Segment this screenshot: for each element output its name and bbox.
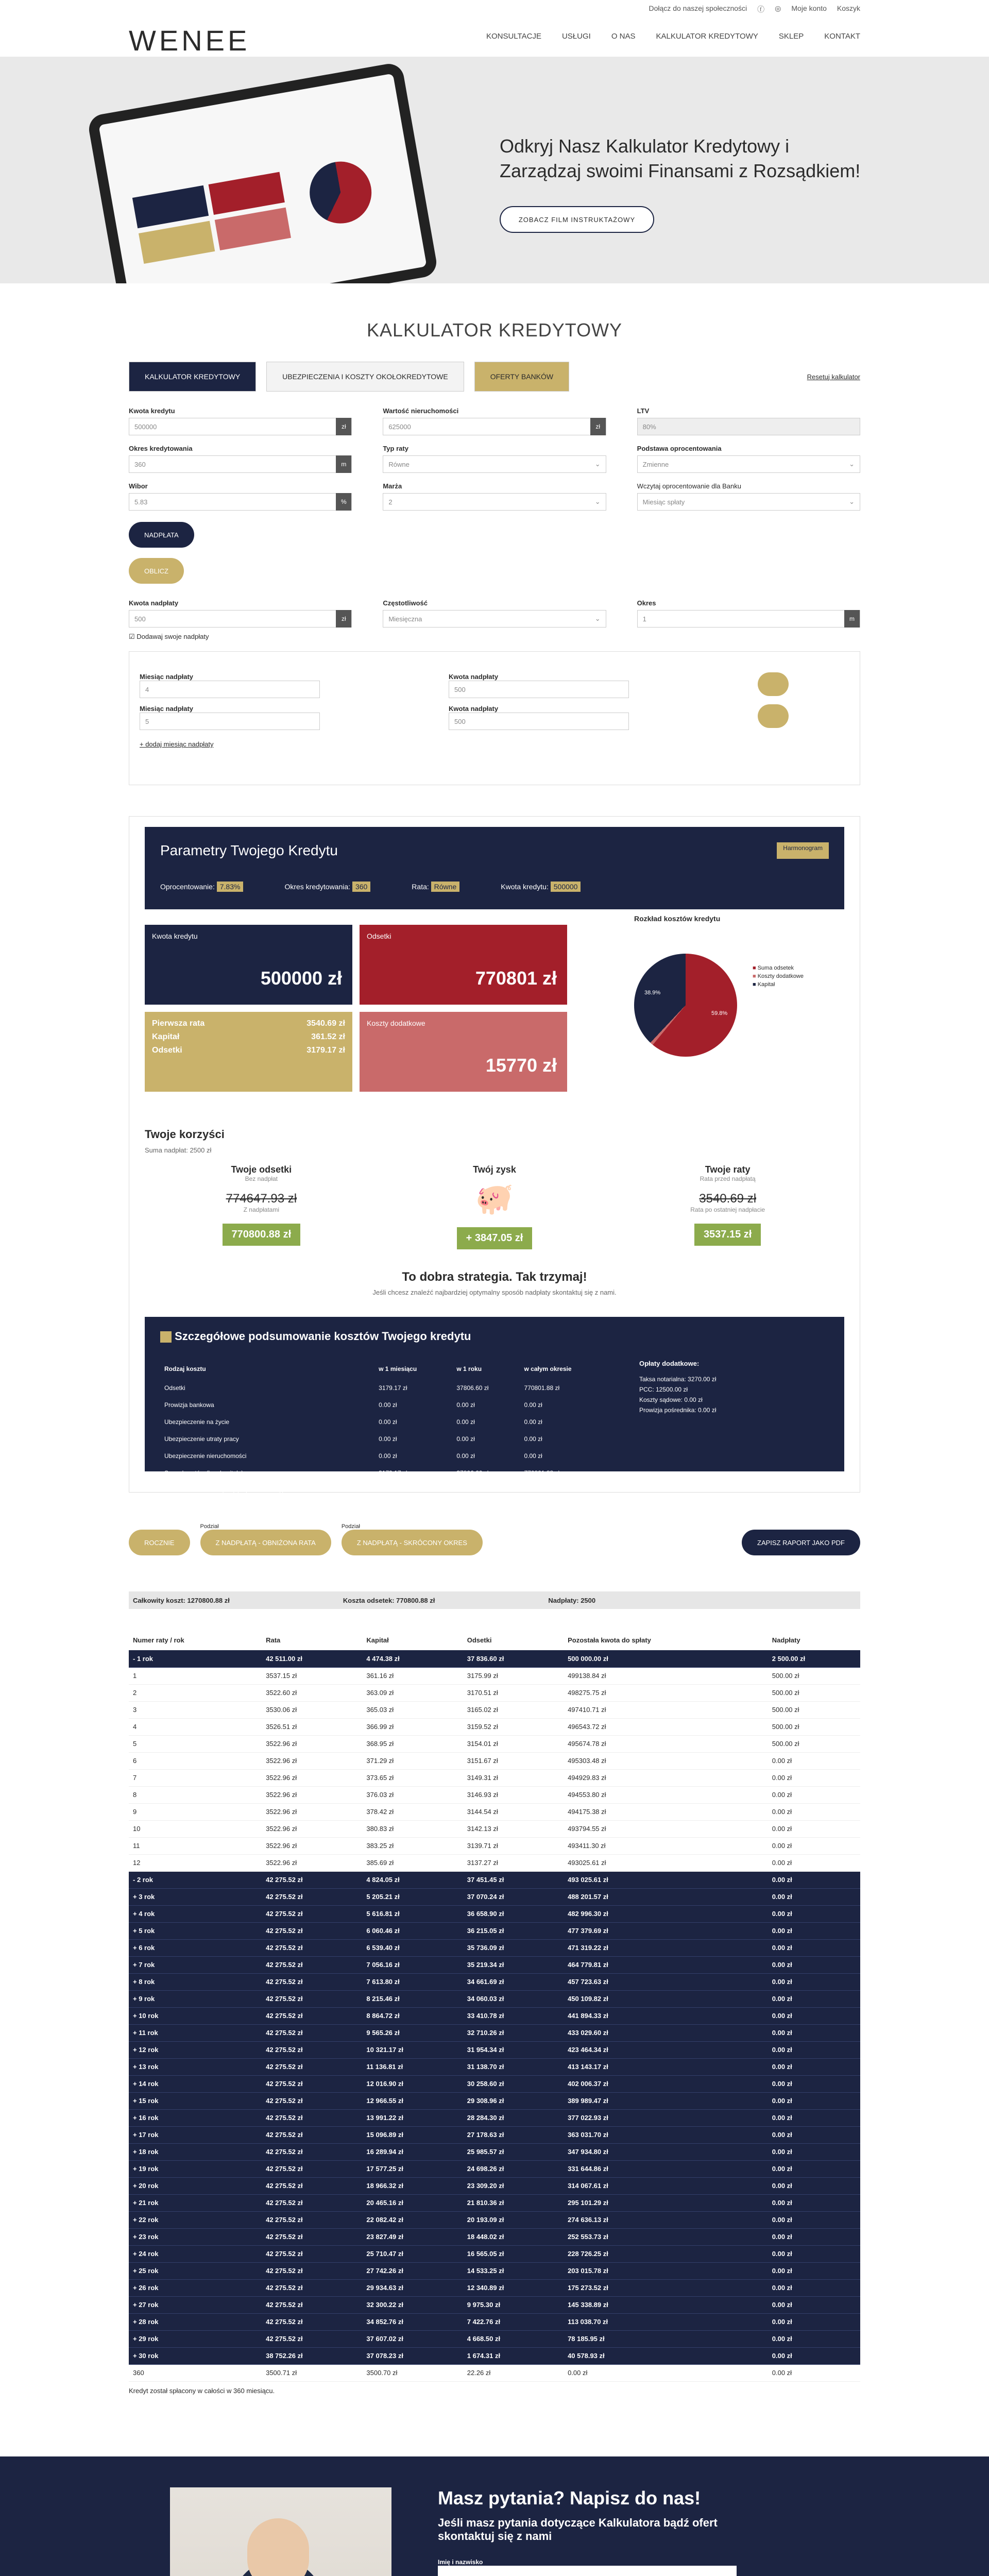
table-row[interactable]: + 3 rok 42 275.52 zł 5 205.21 zł 37 070.24 zł 488 201.57 zł 0.00 zł (129, 1888, 860, 1905)
table-row: 4 3526.51 zł 366.99 zł 3159.52 zł 496543.72 zł 500.00 zł (129, 1718, 860, 1735)
tile-kwota: Kwota kredytu 500000 zł (145, 925, 352, 1005)
table-row[interactable]: + 30 rok 38 752.26 zł 37 078.23 zł 1 674.31 zł 40 578.93 zł 0.00 zł (129, 2347, 860, 2364)
nav-uslugi[interactable]: USŁUGI (561, 32, 591, 41)
calc-tabs (129, 362, 860, 392)
table-row[interactable]: + 11 rok 42 275.52 zł 9 565.26 zł 32 710.26 zł 433 029.60 zł 0.00 zł (129, 2024, 860, 2041)
table-row[interactable]: + 18 rok 42 275.52 zł 16 289.94 zł 25 985.57 zł 347 934.80 zł 0.00 zł (129, 2143, 860, 2160)
table-row[interactable]: + 5 rok 42 275.52 zł 6 060.46 zł 36 215.05 zł 477 379.69 zł 0.00 zł (129, 1922, 860, 1939)
name-input[interactable] (438, 2566, 737, 2576)
params-header: Parametry Twojego Kredytu Harmonogram Oprocentowanie: 7.83% Okres kredytowania: 360 Rata: Równe Kwota kredytu: 500000 (145, 827, 844, 909)
contact-section (0, 2456, 989, 2576)
calc-title: KALKULATOR KREDYTOWY (366, 319, 623, 341)
cart-link[interactable]: Koszyk (837, 4, 860, 12)
top-links (649, 4, 860, 14)
obnizona-rata-button[interactable]: Z NADPŁATĄ - OBNIŻONA RATA (200, 1530, 331, 1555)
table-row: 9 3522.96 zł 378.42 zł 3144.54 zł 494175.38 zł 0.00 zł (129, 1803, 860, 1820)
cost-summary: Szczegółowe podsumowanie kosztów Twojego kredytu Rodzaj kosztu w 1 miesiącu w 1 roku w całym okresie Odsetki 3179.17 zł 37806.60 zł 770801.88 zł Prowizja bankowa 0.00 zł 0.00 zł 0.00 zł Ubezpieczenie na życie 0.00 zł 0.00 zł 0.00 zł Ubezpieczenie utraty pracy 0.00 zł 0.00 zł 0.00 zł Ubezpieczenie nieruchomości 0.00 zł 0.00 zł 0.00 zł Suma kosztów (bez kapitału) 3179.17 zł 37806.60 zł 770801.88 zł Całkowita kwota do spłaty (kapitał + koszty) 3540.69 zł 42510.88 zł 1270801.88 zł Opłaty dodatkowe: Taksa notarialna: 3270.00 zł PCC: 12500.00 zł Koszty sądowe: 0.00 zł Prowizja pośrednika: 0.00 zł (145, 1317, 844, 1471)
nav-o-nas[interactable]: O NAS (611, 32, 636, 41)
table-row[interactable]: + 6 rok 42 275.52 zł 6 539.40 zł 35 736.09 zł 471 319.22 zł 0.00 zł (129, 1939, 860, 1956)
nadplata-button[interactable]: NADPŁATA (129, 522, 194, 548)
table-row[interactable]: + 9 rok 42 275.52 zł 8 215.46 zł 34 060.03 zł 450 109.82 zł 0.00 zł (129, 1990, 860, 2007)
table-row[interactable]: + 14 rok 42 275.52 zł 12 016.90 zł 30 258.60 zł 402 006.37 zł 0.00 zł (129, 2075, 860, 2092)
video-button[interactable]: ZOBACZ FILM INSTRUKTAŻOWY (500, 206, 654, 233)
remove-row-button[interactable] (758, 704, 789, 728)
extra-fees: Opłaty dodatkowe: Taksa notarialna: 3270.00 zł PCC: 12500.00 zł Koszty sądowe: 0.00 zł Prowizja pośrednika: 0.00 zł (639, 1360, 717, 1414)
table-row[interactable]: + 22 rok 42 275.52 zł 22 082.42 zł 20 193.09 zł 274 636.13 zł 0.00 zł (129, 2211, 860, 2228)
piggy-bank-icon: 🐖 (475, 1181, 514, 1216)
skrocony-okres-button[interactable]: Z NADPŁATĄ - SKRÓCONY OKRES (342, 1530, 483, 1555)
field-miesiac: Wczytaj oprocentowanie dla Banku Miesiąc spłaty ⌄ (637, 482, 860, 511)
table-row[interactable]: + 19 rok 42 275.52 zł 17 577.25 zł 24 698.26 zł 331 644.86 zł 0.00 zł (129, 2160, 860, 2177)
calculator (129, 319, 860, 2395)
table-row[interactable]: + 28 rok 42 275.52 zł 34 852.76 zł 7 422.76 zł 113 038.70 zł 0.00 zł (129, 2313, 860, 2330)
chevron-down-icon: ⌄ (849, 460, 855, 468)
chevron-down-icon: ⌄ (594, 460, 601, 468)
overpay-list: Miesiąc nadpłaty 4 Kwota nadpłaty 500 Miesiąc nadpłaty 5 Kwota nadpłaty 500 + dodaj miesiąc nadpłaty (129, 651, 860, 785)
field-typ-raty: Typ raty Równe ⌄ (383, 445, 606, 473)
overpay-amount-input[interactable]: 500 zł (129, 610, 352, 628)
table-row: 6 3522.96 zł 371.29 zł 3151.67 zł 495303.48 zł 0.00 zł (129, 1752, 860, 1769)
tab-oferty[interactable]: OFERTY BANKÓW (474, 362, 569, 392)
overpay-fields: Kwota nadpłaty 500 zł Częstotliwość Miesięczna ⌄ Okres 1 m (129, 599, 860, 628)
table-row[interactable]: + 27 rok 42 275.52 zł 32 300.22 zł 9 975.30 zł 145 338.89 zł 0.00 zł (129, 2296, 860, 2313)
facebook-icon[interactable]: ⓕ (757, 5, 765, 13)
nav-konsultacje[interactable]: KONSULTACJE (486, 32, 541, 41)
tile-koszty: Koszty dodatkowe 15770 zł (360, 1012, 567, 1092)
table-row: 8 3522.96 zł 376.03 zł 3146.93 zł 494553.80 zł 0.00 zł (129, 1786, 860, 1803)
nav-kontakt[interactable]: KONTAKT (824, 32, 860, 41)
field-okres: Okres kredytowania 360 m (129, 445, 352, 473)
table-row[interactable]: + 10 rok 42 275.52 zł 8 864.72 zł 33 410.78 zł 441 894.33 zł 0.00 zł (129, 2007, 860, 2024)
reset-link[interactable]: Resetuj kalkulator (807, 372, 860, 381)
tab-kalkulator[interactable]: KALKULATOR KREDYTOWY (129, 362, 256, 392)
contact-form: Masz pytania? Napisz do nas! Jeśli masz pytania dotyczące Kalkulatora bądź ofert skontaktuj się z nami Imię i nazwisko (438, 2487, 737, 2576)
benefits-title: Twoje korzyści (145, 1128, 225, 1141)
totals-bar: Całkowity koszt: 1270800.88 zł Koszta odsetek: 770800.88 zł Nadpłaty: 2500 (129, 1591, 860, 1609)
schedule-badge[interactable]: Harmonogram (777, 842, 829, 859)
table-row[interactable]: + 26 rok 42 275.52 zł 29 934.63 zł 12 340.89 zł 175 273.52 zł 0.00 zł (129, 2279, 860, 2296)
field-wartosc: Wartość nieruchomości 625000 zł (383, 407, 606, 435)
table-row[interactable]: + 25 rok 42 275.52 zł 27 742.26 zł 14 533.25 zł 203 015.78 zł 0.00 zł (129, 2262, 860, 2279)
overpay-frequency-select[interactable]: Miesięczna ⌄ (383, 610, 606, 628)
pie-chart: 59.8% 38.9% (634, 954, 737, 1057)
remove-row-button[interactable] (758, 672, 789, 696)
nav-sklep[interactable]: SKLEP (778, 32, 804, 41)
community-link[interactable]: Dołącz do naszej społeczności (649, 4, 747, 12)
table-row[interactable]: + 17 rok 42 275.52 zł 15 096.89 zł 27 178.63 zł 363 031.70 zł 0.00 zł (129, 2126, 860, 2143)
benefits-cols: Twoje odsetki Bez nadpłat 774647.93 zł Z nadpłatami 770800.88 zł Twój zysk 🐖 + 3847.05 zł Twoje raty Rata przed nadpłatą 3540.69 zł Rata po ostatniej nadpłacie 3537.15 zł (145, 1164, 844, 1249)
table-row[interactable]: + 4 rok 42 275.52 zł 5 616.81 zł 36 658.90 zł 482 996.30 zł 0.00 zł (129, 1905, 860, 1922)
table-row: 12 3522.96 zł 385.69 zł 3137.27 zł 493025.61 zł 0.00 zł (129, 1854, 860, 1871)
logo[interactable]: WENEE (129, 24, 250, 57)
overpay-checkbox[interactable]: ☑ Dodawaj swoje nadpłaty (129, 633, 209, 640)
add-month-link[interactable]: + dodaj miesiąc nadpłaty (140, 740, 214, 748)
chevron-down-icon: ⌄ (594, 498, 601, 505)
hero-title: Odkryj Nasz Kalkulator Kredytowy i Zarządzaj swoimi Finansami z Rozsądkiem! (500, 135, 861, 181)
hero (0, 57, 989, 283)
field-wibor: Wibor 5.83 % (129, 482, 352, 511)
schedule-note: Kredyt został spłacony w całości w 360 miesiącu. (129, 2386, 275, 2395)
field-podstawa: Podstawa oprocentowania Zmienne ⌄ (637, 445, 860, 473)
table-row[interactable]: + 29 rok 42 275.52 zł 37 607.02 zł 4 668.50 zł 78 185.95 zł 0.00 zł (129, 2330, 860, 2347)
field-marza: Marża 2 ⌄ (383, 482, 606, 511)
pdf-button[interactable]: ZAPISZ RAPORT JAKO PDF (742, 1530, 860, 1555)
table-row[interactable]: + 12 rok 42 275.52 zł 10 321.17 zł 31 954.34 zł 423 464.34 zł 0.00 zł (129, 2041, 860, 2058)
account-link[interactable]: Moje konto (791, 4, 827, 12)
table-row: 2 3522.60 zł 363.09 zł 3170.51 zł 498275.75 zł 500.00 zł (129, 1684, 860, 1701)
table-row: 10 3522.96 zł 380.83 zł 3142.13 zł 493794.55 zł 0.00 zł (129, 1820, 860, 1837)
table-row[interactable]: + 23 rok 42 275.52 zł 23 827.49 zł 18 448.02 zł 252 553.73 zł 0.00 zł (129, 2228, 860, 2245)
table-row[interactable]: + 8 rok 42 275.52 zł 7 613.80 zł 34 661.69 zł 457 723.63 zł 0.00 zł (129, 1973, 860, 1990)
schedule-actions: ROCZNIE Podział Z NADPŁATĄ - OBNIŻONA RATA Podział Z NADPŁATĄ - SKRÓCONY OKRES ZAPISZ RAPORT JAKO PDF (129, 1523, 860, 1555)
table-row[interactable]: - 1 rok 42 511.00 zł 4 474.38 zł 37 836.60 zł 500 000.00 zł 2 500.00 zł (129, 1650, 860, 1667)
site-header (0, 0, 989, 57)
table-row: 11 3522.96 zł 383.25 zł 3139.71 zł 493411.30 zł 0.00 zł (129, 1837, 860, 1854)
calc-fields (129, 407, 860, 511)
table-row[interactable]: + 7 rok 42 275.52 zł 7 056.16 zł 35 219.34 zł 464 779.81 zł 0.00 zł (129, 1956, 860, 1973)
cost-table: Rodzaj kosztu w 1 miesiącu w 1 roku w całym okresie Odsetki 3179.17 zł 37806.60 zł 770801.88 zł Prowizja bankowa 0.00 zł 0.00 zł 0.00 zł Ubezpieczenie na życie 0.00 zł 0.00 zł 0.00 zł Ubezpieczenie utraty pracy 0.00 zł 0.00 zł 0.00 zł Ubezpieczenie nieruchomości 0.00 zł 0.00 zł 0.00 zł Suma kosztów (bez kapitału) 3179.17 zł 37806.60 zł 770801.88 zł Całkowita kwota do spłaty (kapitał + koszty) 3540.69 zł 42510.88 zł 1270801.88 zł (164, 1365, 572, 1494)
table-row: 7 3522.96 zł 373.65 zł 3149.31 zł 494929.83 zł 0.00 zł (129, 1769, 860, 1786)
summary-tiles (145, 925, 567, 1092)
pie-chart-block: Rozkład kosztów kredytu 59.8% 38.9% ■ Suma odsetek ■ Koszty dodatkowe ■ Kapitał (634, 914, 737, 1092)
tile-pierwsza-rata: Pierwsza rata 3540.69 zł Kapitał 361.52 zł Odsetki 3179.17 zł (145, 1012, 352, 1092)
tab-ubezpieczenia[interactable]: UBEZPIECZENIA I KOSZTY OKOŁOKREDYTOWE (266, 362, 464, 392)
chevron-down-icon: ⌄ (594, 615, 601, 622)
instagram-icon[interactable]: ◎ (775, 4, 781, 12)
field-ltv: LTV 80% (637, 407, 860, 435)
table-row[interactable]: + 16 rok 42 275.52 zł 13 991.22 zł 28 284.30 zł 377 022.93 zł 0.00 zł (129, 2109, 860, 2126)
table-row[interactable]: - 2 rok 42 275.52 zł 4 824.05 zł 37 451.45 zł 493 025.61 zł 0.00 zł (129, 1871, 860, 1888)
table-row: 360 3500.71 zł 3500.70 zł 22.26 zł 0.00 zł 0.00 zł (129, 2364, 860, 2381)
table-row[interactable]: + 24 rok 42 275.52 zł 25 710.47 zł 16 565.05 zł 228 726.25 zł 0.00 zł (129, 2245, 860, 2262)
params-section: Parametry Twojego Kredytu Harmonogram Oprocentowanie: 7.83% Okres kredytowania: 360 Rata: Równe Kwota kredytu: 500000 Kwota kredytu 500000 zł Odsetki 770801 zł Pierwsza rata 3540.69 zł Kapitał 361.52 zł Odsetki 3179.17 zł Koszty dodatkowe 15770 zł Rozkład kosztów kredytu 59.8% 38.9% ■ Suma odsetek ■ Koszty dodatkowe ■ Kapitał Twoje korzyści Suma nadpłat: 2500 zł Twoje odsetki Bez nadpłat 774647.93 zł Z nadpłatami 770800.88 zł Twój zysk 🐖 + 3847.05 zł Twoje raty Rata przed nadpłatą 3540.69 zł Rata po ostatniej nadpłacie 3537.15 zł To dobra strategia. Tak trzymaj! Jeśli chcesz znaleźć najbardziej optymalny sposób nadpłaty skontaktuj się z nami. Szczegółowe podsumowanie kosztów Twojego kredytu Rodzaj kosztu w 1 miesiącu w 1 roku w całym okresie Odsetki 3179.17 zł 37806.60 zł 770801.88 zł Prowizja bankowa 0.00 zł 0.00 zł 0.00 zł Ubezpieczenie na życie 0.00 zł 0.00 zł 0.00 zł Ubezpieczenie utraty pracy 0.00 zł 0.00 zł 0.00 zł Ubezpieczenie nieruchomości 0.00 zł 0.00 zł 0.00 zł Suma kosztów (bez kapitału) 3179.17 zł 37806.60 zł 770801.88 zł Całkowita kwota do spłaty (kapitał + koszty) 3540.69 zł 42510.88 zł 1270801.88 zł Opłaty dodatkowe: Taksa notarialna: 3270.00 zł PCC: 12500.00 zł Koszty sądowe: 0.00 zł Prowizja pośrednika: 0.00 zł (129, 816, 860, 1493)
schedule-table: Numer raty / rok Rata Kapitał Odsetki Pozostała kwota do spłaty Nadpłaty - 1 rok 42 511.00 zł 4 474.38 zł 37 836.60 zł 500 000.00 zł 2 500.00 zł 1 3537.15 zł 361.16 zł 3175.99 zł 499138.84 zł 500.00 zł 2 3522.60 zł 363.09 zł 3170.51 zł 498275.75 zł 500.00 zł 3 3530.06 zł 365.03 zł 3165.02 zł 497410.71 zł 500.00 zł 4 3526.51 zł 366.99 zł 3159.52 zł 496543.72 zł 500.00 zł 5 3522.96 zł 368.95 zł 3154.01 zł 495674.78 zł 500.00 zł 6 3522.96 zł 371.29 zł 3151.67 zł 495303.48 zł 0.00 zł 7 3522.96 zł 373.65 zł 3149.31 zł 494929.83 zł 0.00 zł 8 3522.96 zł 376.03 zł 3146.93 zł 494553.80 zł 0.00 zł 9 3522.96 zł 378.42 zł 3144.54 zł 494175.38 zł 0.00 zł 10 3522.96 zł 380.83 zł 3142.13 zł 493794.55 zł 0.00 zł 11 3522.96 zł 383.25 zł 3139.71 zł 493411.30 zł 0.00 zł 12 3522.96 zł 385.69 zł 3137.27 zł 493025.61 zł 0.00 zł - 2 rok 42 275.52 zł 4 824.05 zł 37 451.45 zł 493 025.61 zł 0.00 zł + 3 rok 42 275.52 zł 5 205.21 zł 37 070.24 zł 488 201.57 zł 0.00 zł + 4 rok 42 275.52 zł 5 616.81 zł 36 658.90 zł 482 996.30 zł 0.00 zł + 5 rok 42 275.52 zł 6 060.46 zł 36 215.05 zł 477 379.69 zł 0.00 zł + 6 rok 42 275.52 zł 6 539.40 zł 35 736.09 zł 471 319.22 zł 0.00 zł + 7 rok 42 275.52 zł 7 056.16 zł 35 219.34 zł 464 779.81 zł 0.00 zł + 8 rok 42 275.52 zł 7 613.80 zł 34 661.69 zł 457 723.63 zł 0.00 zł + 9 rok 42 275.52 zł 8 215.46 zł 34 060.03 zł 450 109.82 zł 0.00 zł + 10 rok 42 275.52 zł 8 864.72 zł 33 410.78 zł 441 894.33 zł 0.00 zł + 11 rok 42 275.52 zł 9 565.26 zł 32 710.26 zł 433 029.60 zł 0.00 zł + 12 rok 42 275.52 zł 10 321.17 zł 31 954.34 zł 423 464.34 zł 0.00 zł + 13 rok 42 275.52 zł 11 136.81 zł 31 138.70 zł 413 143.17 zł 0.00 zł + 14 rok 42 275.52 zł 12 016.90 zł 30 258.60 zł 402 006.37 zł 0.00 zł + 15 rok 42 275.52 zł 12 966.55 zł 29 308.96 zł 389 989.47 zł 0.00 zł + 16 rok 42 275.52 zł 13 991.22 zł 28 284.30 zł 377 022.93 zł 0.00 zł + 17 rok 42 275.52 zł 15 096.89 zł 27 178.63 zł 363 031.70 zł 0.00 zł + 18 rok 42 275.52 zł 16 289.94 zł 25 985.57 zł 347 934.80 zł 0.00 zł + 19 rok 42 275.52 zł 17 577.25 zł 24 698.26 zł 331 644.86 zł 0.00 zł + 20 rok 42 275.52 zł 18 966.32 zł 23 309.20 zł 314 067.61 zł 0.00 zł + 21 rok 42 275.52 zł 20 465.16 zł 21 810.36 zł 295 101.29 zł 0.00 zł + 22 rok 42 275.52 zł 22 082.42 zł 20 193.09 zł 274 636.13 zł 0.00 zł + 23 rok 42 275.52 zł 23 827.49 zł 18 448.02 zł 252 553.73 zł 0.00 zł + 24 rok 42 275.52 zł 25 710.47 zł 16 565.05 zł 228 726.25 zł 0.00 zł + 25 rok 42 275.52 zł 27 742.26 zł 14 533.25 zł 203 015.78 zł 0.00 zł + 26 rok 42 275.52 zł 29 934.63 zł 12 340.89 zł 175 273.52 zł 0.00 zł + 27 rok 42 275.52 zł 32 300.22 zł 9 975.30 zł 145 338.89 zł 0.00 zł + 28 rok 42 275.52 zł 34 852.76 zł 7 422.76 zł 113 038.70 zł 0.00 zł + 29 rok 42 275.52 zł 37 607.02 zł 4 668.50 zł 78 185.95 zł 0.00 zł + 30 rok 38 752.26 zł 37 078.23 zł 1 674.31 zł 40 578.93 zł 0.00 zł 360 3500.71 zł 3500.70 zł 22.26 zł 0.00 zł 0.00 zł (129, 1630, 860, 2382)
main-nav (486, 32, 860, 41)
tile-odsetki: Odsetki 770801 zł (360, 925, 567, 1005)
table-row[interactable]: + 15 rok 42 275.52 zł 12 966.55 zł 29 308.96 zł 389 989.47 zł 0.00 zł (129, 2092, 860, 2109)
contact-photo (170, 2487, 391, 2576)
oblicz-button[interactable]: OBLICZ (129, 558, 184, 584)
tablet-image (87, 61, 439, 283)
overpay-period-input[interactable]: 1 m (637, 610, 860, 628)
table-row: 1 3537.15 zł 361.16 zł 3175.99 zł 499138.84 zł 500.00 zł (129, 1667, 860, 1684)
nav-kalkulator[interactable]: KALKULATOR KREDYTOWY (656, 32, 758, 41)
table-row: 5 3522.96 zł 368.95 zł 3154.01 zł 495674.78 zł 500.00 zł (129, 1735, 860, 1752)
table-row[interactable]: + 21 rok 42 275.52 zł 20 465.16 zł 21 810.36 zł 295 101.29 zł 0.00 zł (129, 2194, 860, 2211)
rocznie-button[interactable]: ROCZNIE (129, 1530, 190, 1555)
table-row: 3 3530.06 zł 365.03 zł 3165.02 zł 497410.71 zł 500.00 zł (129, 1701, 860, 1718)
chevron-down-icon: ⌄ (849, 498, 855, 505)
table-row[interactable]: + 20 rok 42 275.52 zł 18 966.32 zł 23 309.20 zł 314 067.61 zł 0.00 zł (129, 2177, 860, 2194)
table-row[interactable]: + 13 rok 42 275.52 zł 11 136.81 zł 31 138.70 zł 413 143.17 zł 0.00 zł (129, 2058, 860, 2075)
field-kwota: Kwota kredytu 500000 zł (129, 407, 352, 435)
pie-legend: ■ Suma odsetek ■ Koszty dodatkowe ■ Kapitał (753, 965, 804, 988)
